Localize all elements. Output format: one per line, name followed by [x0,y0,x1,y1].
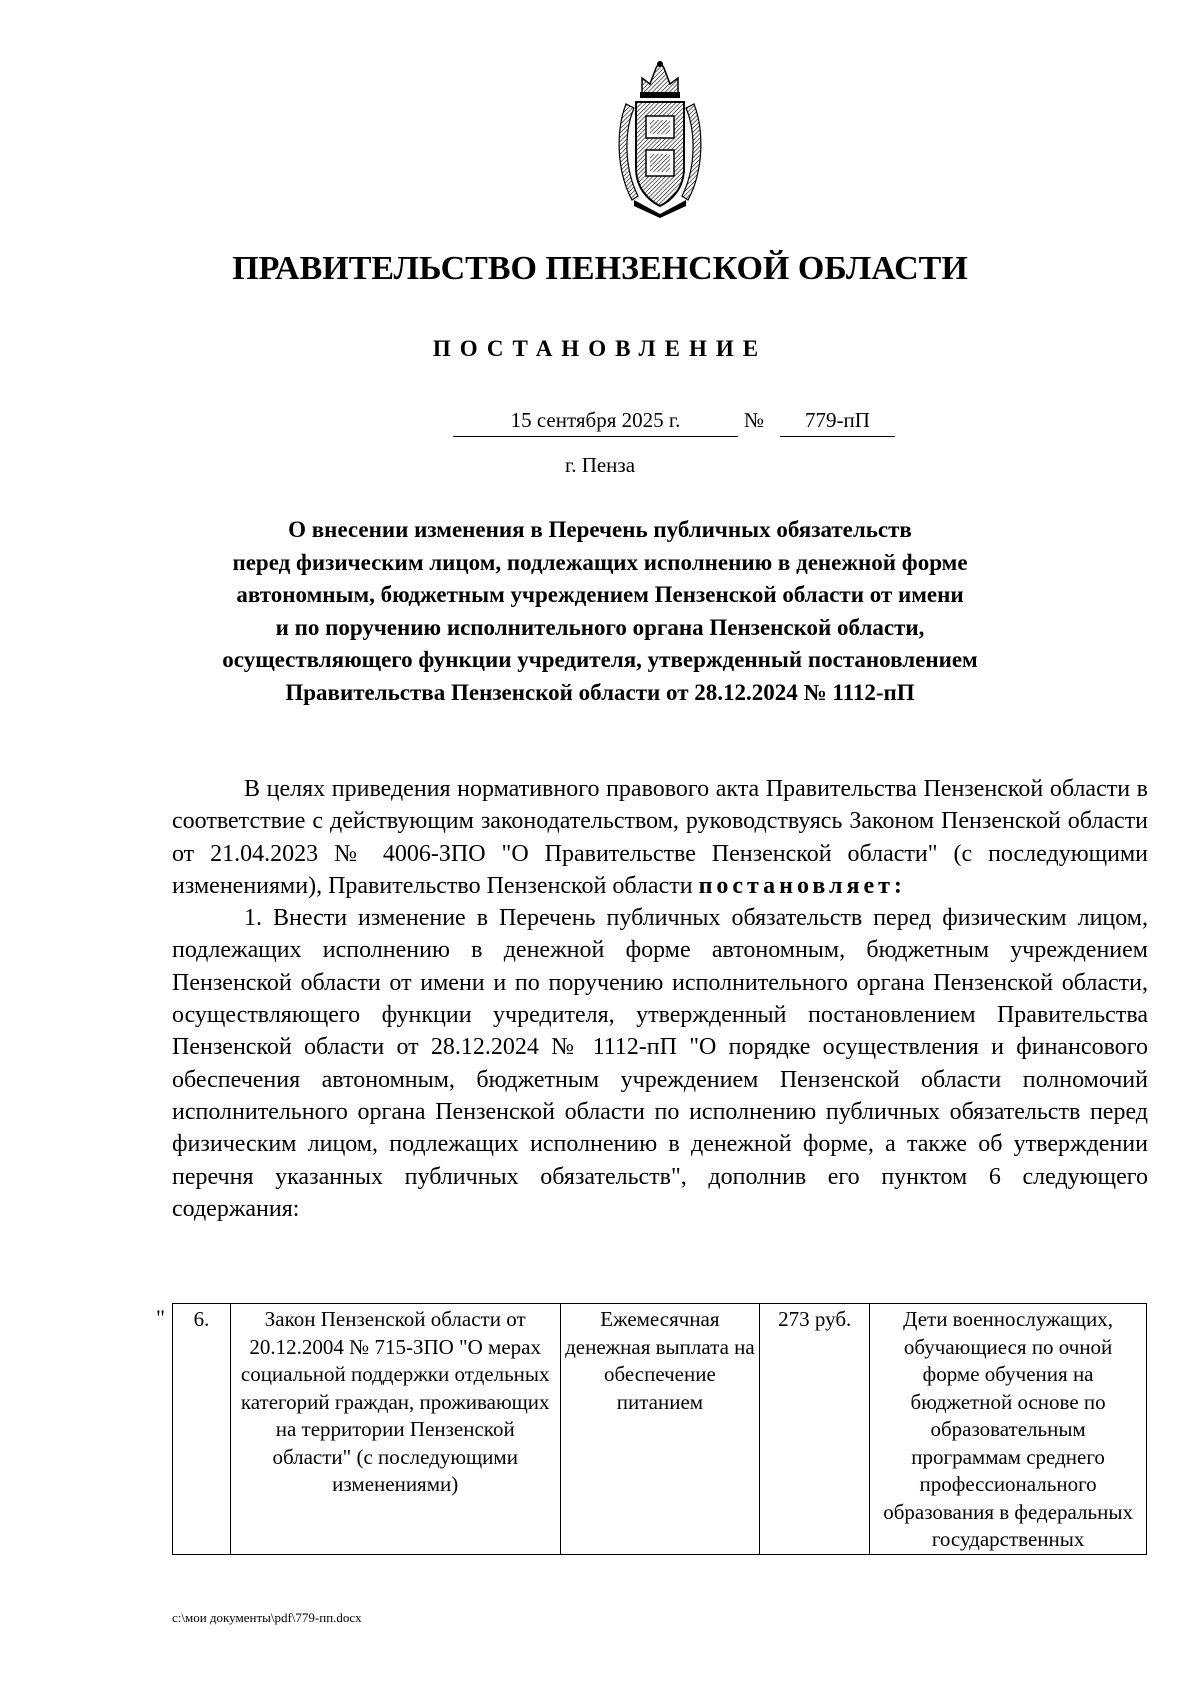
number-sign: № [744,408,765,432]
table-row [173,1304,1147,1555]
document-type-title: ПОСТАНОВЛЕНИЕ [432,336,768,361]
decree-date: 15 сентября 2025 г. [453,408,738,437]
decree-subject [150,514,1050,709]
subject-line: осуществляющего функции учредителя, утвержденный постановлением [222,647,978,672]
city-name: г. Пенза [564,453,636,477]
penza-coat-of-arms-emblem [612,60,708,218]
file-path-footer: c:\мои документы\pdf\779-пп.docx [172,1610,362,1625]
preamble-text: В целях приведения нормативного правового акта Правительства Пензенской области в соответствие с действующим законодательством, руководствуясь Законом Пензенской области от 21.04.2023 № 4006-ЗПО "О Правительстве Пензенской области" (с последующими изменениями), Правительство Пензенской области [172,776,1148,899]
cell-item-number: 6. [173,1304,231,1555]
cell-payment-type: Ежемесячная денежная выплата на обеспечение питанием [560,1304,760,1555]
item-1-paragraph: 1. Внести изменение в Перечень публичных обязательств перед физическим лицом, подлежащих исполнению в денежной форме автономным, бюджетным учреждением Пензенской области от имени и по поручению исполнительного органа Пензенской области, осуществляющего функции учредителя, утвержденный постановлением Правительства Пензенской области от 28.12.2024 № 1112-пП "О порядке осуществления и финансового обеспечения автономным, бюджетным учреждением Пензенской области полномочий исполнительного органа Пензенской области по исполнению публичных обязательств перед физическим лицом, подлежащих исполнению в денежной форме, а также об утверждении перечня указанных публичных обязательств", дополнив его пунктом 6 следующего содержания: [172,905,1148,1222]
subject-line: и по поручению исполнительного органа Пензенской области, [275,614,925,640]
subject-line: перед физическим лицом, подлежащих исполнению в денежной форме [232,549,968,575]
cell-law: Закон Пензенской области от 20.12.2004 № 715-ЗПО "О мерах социальной поддержки отдельных категорий граждан, проживающих на территории Пензенской области" (с последующими изменениями) [230,1304,560,1555]
subject-line: Правительства Пензенской области от 28.12.2024 № 1112-пП [285,679,915,705]
government-title: ПРАВИТЕЛЬСТВО ПЕНЗЕНСКОЙ ОБЛАСТИ [232,250,968,287]
preamble-paragraph [172,773,1148,902]
cell-recipients: Дети военнослужащих, обучающиеся по очной форме обучения на бюджетной основе по образовательным программам среднего профессионального образования в федеральных государственных [870,1304,1147,1555]
decree-body [172,773,1148,1225]
subject-line: О внесении изменения в Перечень публичных обязательств [288,517,912,542]
open-quote-mark: " [156,1305,165,1330]
subject-line: автономным, бюджетным учреждением Пензенской области от имени [236,582,964,607]
decree-number: 779-пП [780,408,895,437]
inserted-item-table [172,1303,1147,1555]
cell-amount: 273 руб. [760,1304,870,1555]
resolves-word: постановляет: [698,872,906,899]
